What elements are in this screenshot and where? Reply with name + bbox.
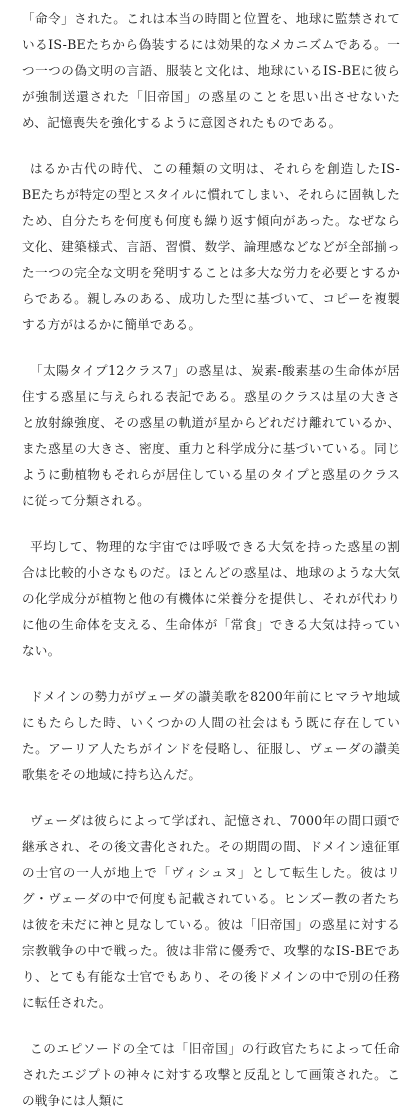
paragraph-1: 「命令」された。これは本当の時間と位置を、地球に監禁されているIS-BEたちから偽装するには効果的なメカニズムである。一つ一つの偽文明の言語、服装と文化は、地球にいるIS-BEに彼らが強制送還された「旧帝国」の惑星のことを思い出させないため、記憶喪失を強化するように意図されたものである。 — [22, 11, 400, 130]
paragraph-6: ヴェーダは彼らによって学ばれ、記憶され、7000年の間口頭で継承され、その後文書化された。その期間の間、ドメイン遠征軍の士官の一人が地上で「ヴィシュヌ」として転生した。彼はリグ・ヴェーダの中で何度も記載されている。ヒンズー教の者たちは彼を未だに神と見なしている。彼は「旧帝国」の惑星に対する宗教戦争の中で戦った。彼は非常に優秀で、攻撃的なIS-BEであり、とても有能な士官でもあり、その後ドメインの中で別の任務に転任された。 — [22, 813, 400, 1010]
paragraph-4: 平均して、物理的な宇宙では呼吸できる大気を持った惑星の割合は比較的小さなものだ。ほとんどの惑星は、地球のような大気の化学成分が植物と他の有機体に栄養分を提供し、それが代わりに他の生命体を支える、生命体が「常食」できる大気は持っていない。 — [22, 539, 400, 658]
paragraph-7: このエピソードの全ては「旧帝国」の行政官たちによって任命されたエジプトの神々に対する攻撃と反乱として画策された。この戦争には人類に — [22, 1041, 400, 1108]
paragraph-5: ドメインの勢力がヴェーダの讃美歌を8200年前にヒマラヤ地域にもたらした時、いくつかの人間の社会はもう既に存在していた。アーリア人たちがインドを侵略し、征服し、ヴェーダの讃美歌集をその地域に持ち込んだ。 — [22, 689, 400, 782]
paragraph-3: 「太陽タイプ12クラス7」の惑星は、炭素-酸素基の生命体が居住する惑星に与えられる表記である。惑星のクラスは星の大きさと放射線強度、その惑星の軌道が星からどれだけ離れているか、また惑星の大きさ、密度、重力と科学成分に基づいている。同じように動植物もそれらが居住している星のタイプと惑星のクラスに従って分類される。 — [22, 363, 400, 508]
paragraph-2: はるか古代の時代、この種類の文明は、それらを創造したIS-BEたちが特定の型とスタイルに慣れてしまい、それらに固執したため、自分たちを何度も何度も繰り返す傾向があった。なぜなら文化、建築様式、言語、習慣、数学、論理感などなどが全部揃った一つの完全な文明を発明することは多大な労力を必要とするからである。親しみのある、成功した型に基づいて、コピーを複製する方がはるかに簡単である。 — [22, 161, 400, 332]
